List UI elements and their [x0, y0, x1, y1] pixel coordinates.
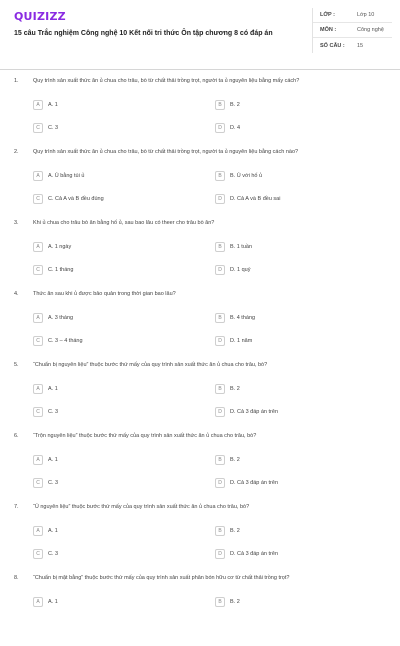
- option-letter-box: D: [215, 265, 225, 275]
- option-b[interactable]: [215, 595, 397, 608]
- option-letter-box: C: [33, 194, 43, 204]
- option-letter-box: A: [33, 455, 43, 465]
- option-c[interactable]: [33, 334, 215, 347]
- option-letter-box: B: [215, 242, 225, 252]
- option-a[interactable]: [33, 382, 215, 395]
- question-row: [0, 504, 400, 524]
- option-letter-box: B: [215, 100, 225, 110]
- question-row: [0, 433, 400, 453]
- option-d[interactable]: [215, 334, 397, 347]
- option-text: C. 3: [48, 550, 59, 557]
- question-row: [0, 575, 400, 595]
- option-letter-box: B: [215, 597, 225, 607]
- options-grid: [33, 524, 400, 570]
- option-letter-box: C: [33, 123, 43, 133]
- options-grid: [33, 453, 400, 499]
- question-list: [0, 78, 400, 646]
- question-text: “Trộn nguyên liệu” thuộc bước thứ mấy của quy trình sản xuất thức ăn ủ chua cho trâu, bò?: [33, 433, 257, 439]
- option-c[interactable]: [33, 547, 215, 560]
- question-text: “Chuẩn bị nguyên liệu” thuộc bước thứ mấy của quy trình sản xuất thức ăn ủ chua cho trâu, bò?: [33, 362, 268, 368]
- worksheet-header: [0, 0, 400, 70]
- question-number: 7.: [14, 504, 19, 510]
- question-number: 8.: [14, 575, 19, 581]
- option-text: A. 3 tháng: [48, 314, 74, 321]
- question-5: [0, 362, 400, 433]
- question-number: 1.: [14, 78, 19, 84]
- option-letter-box: C: [33, 478, 43, 488]
- option-b[interactable]: [215, 311, 397, 324]
- option-letter-box: D: [215, 336, 225, 346]
- option-letter-box: B: [215, 313, 225, 323]
- question-number: 5.: [14, 362, 19, 368]
- option-letter-box: B: [215, 526, 225, 536]
- option-a[interactable]: [33, 453, 215, 466]
- meta-row-subject: [313, 23, 392, 38]
- option-d[interactable]: [215, 405, 397, 418]
- option-letter-box: A: [33, 100, 43, 110]
- option-a[interactable]: [33, 524, 215, 537]
- worksheet-title: 15 câu Trắc nghiệm Công nghệ 10 Kết nối tri thức Ôn tập chương 8 có đáp án: [14, 30, 273, 37]
- question-6: [0, 433, 400, 504]
- question-number: 2.: [14, 149, 19, 155]
- option-letter-box: B: [215, 171, 225, 181]
- option-letter-box: B: [215, 384, 225, 394]
- option-a[interactable]: [33, 240, 215, 253]
- question-text: Thức ăn sau khi ủ được bảo quản trong thời gian bao lâu?: [33, 291, 176, 297]
- option-b[interactable]: [215, 453, 397, 466]
- quizizz-logo: QUIZIZZ: [14, 10, 66, 23]
- option-text: A. 1: [48, 101, 58, 108]
- options-grid: [33, 240, 400, 286]
- question-number: 6.: [14, 433, 19, 439]
- option-c[interactable]: [33, 405, 215, 418]
- option-a[interactable]: [33, 169, 215, 182]
- option-text: C. 1 tháng: [48, 266, 74, 273]
- question-2: [0, 149, 400, 220]
- meta-value: Công nghệ: [357, 27, 384, 33]
- option-letter-box: A: [33, 313, 43, 323]
- meta-table: [312, 8, 392, 53]
- option-text: A. 1: [48, 598, 58, 605]
- option-letter-box: D: [215, 194, 225, 204]
- option-d[interactable]: [215, 192, 397, 205]
- option-c[interactable]: [33, 476, 215, 489]
- option-letter-box: A: [33, 526, 43, 536]
- option-letter-box: D: [215, 123, 225, 133]
- meta-label: SỐ CÂU :: [320, 42, 345, 49]
- question-text: Khi ủ chua cho trâu bò ăn bằng hố ủ, sau bao lâu có theer cho trâu bò ăn?: [33, 220, 215, 226]
- option-text: C. 3 – 4 tháng: [48, 337, 83, 344]
- option-text: C. 3: [48, 408, 59, 415]
- option-letter-box: C: [33, 336, 43, 346]
- question-text: Quy trình sản xuất thức ăn ủ chua cho trâu, bò từ chất thải trồng trọt, người ta ủ nguyên liệu bằng mấy cách?: [33, 78, 300, 84]
- options-grid: [33, 382, 400, 428]
- option-letter-box: D: [215, 549, 225, 559]
- option-text: B. 2: [230, 598, 240, 605]
- question-row: [0, 149, 400, 169]
- option-letter-box: D: [215, 407, 225, 417]
- option-text: B. Ủ với hố ủ: [230, 172, 263, 179]
- meta-row-count: [313, 38, 392, 53]
- option-text: B. 2: [230, 456, 240, 463]
- option-d[interactable]: [215, 121, 397, 134]
- option-text: A. 1 ngày: [48, 243, 72, 250]
- option-text: B. 4 tháng: [230, 314, 256, 321]
- option-b[interactable]: [215, 382, 397, 395]
- option-text: C. Cả A và B đều đúng: [48, 195, 104, 202]
- question-row: [0, 78, 400, 98]
- question-8: [0, 575, 400, 646]
- option-d[interactable]: [215, 547, 397, 560]
- option-d[interactable]: [215, 476, 397, 489]
- option-text: A. 1: [48, 385, 58, 392]
- option-letter-box: A: [33, 242, 43, 252]
- option-text: D. 4: [230, 124, 241, 131]
- option-letter-box: A: [33, 384, 43, 394]
- question-row: [0, 291, 400, 311]
- option-text: B. 1 tuần: [230, 243, 253, 250]
- option-text: D. 1 năm: [230, 337, 253, 344]
- question-7: [0, 504, 400, 575]
- option-b[interactable]: [215, 169, 397, 182]
- option-letter-box: C: [33, 549, 43, 559]
- question-4: [0, 291, 400, 362]
- option-text: A. 1: [48, 456, 58, 463]
- option-text: C. 3: [48, 479, 59, 486]
- option-letter-box: A: [33, 597, 43, 607]
- meta-value: Lớp 10: [357, 12, 375, 18]
- question-text: Quy trình sản xuất thức ăn ủ chua cho trâu, bò từ chất thải trồng trọt, người ta ủ nguyên liệu bằng cách nào?: [33, 149, 299, 155]
- question-text: “Ủ nguyên liệu” thuộc bước thứ mấy của quy trình sản xuất thức ăn ủ chua cho trâu, bò?: [33, 504, 250, 510]
- option-text: D. Cả 3 đáp án trên: [230, 550, 279, 557]
- option-letter-box: B: [215, 455, 225, 465]
- option-text: D. Cả 3 đáp án trên: [230, 408, 279, 415]
- option-b[interactable]: [215, 98, 397, 111]
- option-b[interactable]: [215, 524, 397, 537]
- option-text: D. Cả A và B đều sai: [230, 195, 281, 202]
- option-letter-box: C: [33, 265, 43, 275]
- option-text: B. 2: [230, 385, 240, 392]
- option-letter-box: A: [33, 171, 43, 181]
- option-a[interactable]: [33, 311, 215, 324]
- option-text: D. 1 quý: [230, 266, 251, 273]
- option-text: C. 3: [48, 124, 59, 131]
- option-text: A. Ủ bằng túi ủ: [48, 172, 85, 179]
- options-grid: [33, 169, 400, 215]
- option-text: B. 2: [230, 527, 240, 534]
- options-grid: [33, 311, 400, 357]
- option-c[interactable]: [33, 121, 215, 134]
- option-c[interactable]: [33, 192, 215, 205]
- meta-label: MÔN :: [320, 27, 337, 33]
- question-row: [0, 362, 400, 382]
- meta-label: LỚP :: [320, 12, 335, 18]
- question-1: [0, 78, 400, 149]
- option-letter-box: D: [215, 478, 225, 488]
- option-c[interactable]: [33, 263, 215, 276]
- option-b[interactable]: [215, 240, 397, 253]
- option-letter-box: C: [33, 407, 43, 417]
- question-3: [0, 220, 400, 291]
- question-number: 3.: [14, 220, 19, 226]
- question-number: 4.: [14, 291, 19, 297]
- option-text: B. 2: [230, 101, 240, 108]
- question-text: “Chuẩn bị mặt bằng” thuộc bước thứ mấy của quy trình sản xuất phân bón hữu cơ từ chất thải trồng trọt?: [33, 575, 290, 581]
- option-text: A. 1: [48, 527, 58, 534]
- question-row: [0, 220, 400, 240]
- meta-value: 15: [357, 42, 364, 49]
- meta-row-class: [313, 8, 392, 23]
- option-a[interactable]: [33, 98, 215, 111]
- option-a[interactable]: [33, 595, 215, 608]
- option-d[interactable]: [215, 263, 397, 276]
- options-grid: [33, 98, 400, 144]
- options-grid: [33, 595, 400, 618]
- option-text: D. Cả 3 đáp án trên: [230, 479, 279, 486]
